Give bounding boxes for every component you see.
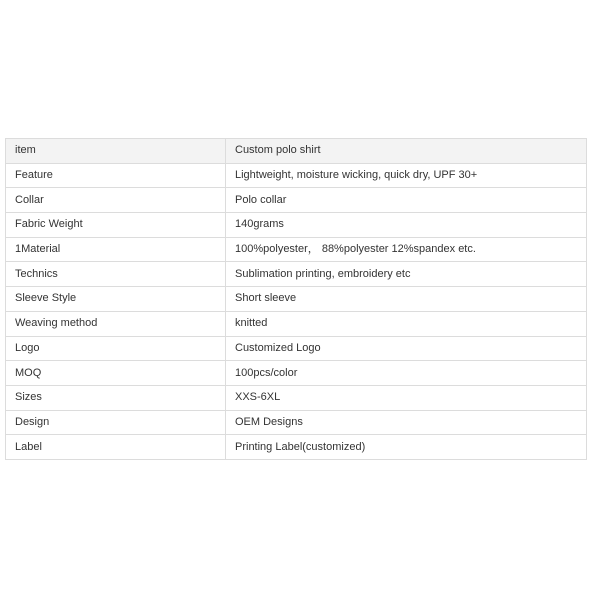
header-value-cell: Custom polo shirt (226, 139, 587, 164)
table-row (6, 336, 587, 361)
row-value-cell: OEM Designs (226, 410, 587, 435)
table-row (6, 385, 587, 410)
row-key-cell: Weaving method (6, 311, 226, 336)
product-spec-table (5, 138, 587, 460)
table-row (6, 311, 587, 336)
table-row (6, 237, 587, 262)
row-key-cell: MOQ (6, 361, 226, 386)
table-row (6, 410, 587, 435)
row-key-cell: Sizes (6, 385, 226, 410)
table-row (6, 262, 587, 287)
row-key-cell: 1Material (6, 237, 226, 262)
row-key-cell: Fabric Weight (6, 213, 226, 238)
row-key-cell: Feature (6, 163, 226, 188)
row-value-cell: XXS-6XL (226, 385, 587, 410)
row-value-cell: Short sleeve (226, 287, 587, 312)
row-value-cell: 140grams (226, 213, 587, 238)
row-key-cell: Sleeve Style (6, 287, 226, 312)
table-row (6, 163, 587, 188)
row-value-cell: Polo collar (226, 188, 587, 213)
table-row (6, 213, 587, 238)
row-key-cell: Design (6, 410, 226, 435)
row-value-cell: 100%polyester， 88%polyester 12%spandex etc. (226, 237, 587, 262)
header-key-cell: item (6, 139, 226, 164)
row-value-cell: knitted (226, 311, 587, 336)
row-value-cell: Printing Label(customized) (226, 435, 587, 460)
table-row (6, 188, 587, 213)
row-value-cell: Customized Logo (226, 336, 587, 361)
row-key-cell: Logo (6, 336, 226, 361)
table-header-row (6, 139, 587, 164)
row-value-cell: 100pcs/color (226, 361, 587, 386)
row-value-cell: Lightweight, moisture wicking, quick dry, UPF 30+ (226, 163, 587, 188)
row-value-cell: Sublimation printing, embroidery etc (226, 262, 587, 287)
row-key-cell: Technics (6, 262, 226, 287)
row-key-cell: Label (6, 435, 226, 460)
table-row (6, 435, 587, 460)
table-row (6, 287, 587, 312)
row-key-cell: Collar (6, 188, 226, 213)
table-row (6, 361, 587, 386)
